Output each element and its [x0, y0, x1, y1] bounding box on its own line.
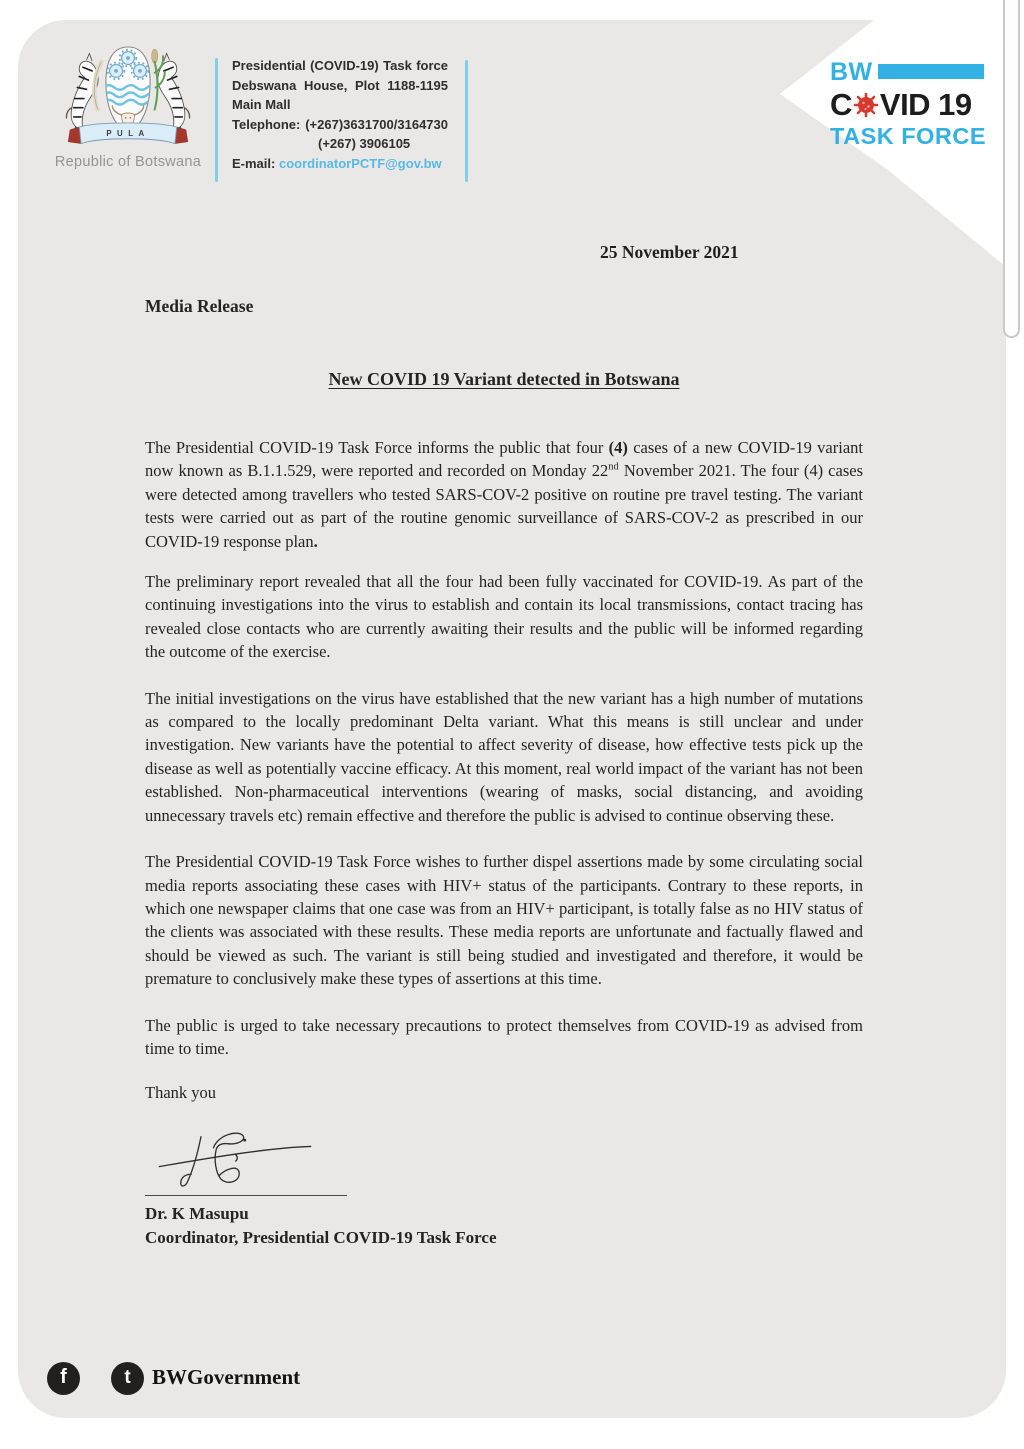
contact-address1: Debswana House, Plot 1188-1195: [232, 77, 448, 93]
logo-bw-text: BW: [830, 58, 873, 86]
signature-image: [155, 1127, 315, 1193]
email-label: E-mail:: [232, 155, 276, 171]
footer: [18, 1360, 1006, 1404]
logo-covid-vid19: VID 19: [879, 87, 972, 122]
logo-task-force-text: TASK FORCE: [830, 123, 987, 149]
signatory-name: Dr. K Masupu: [145, 1204, 249, 1224]
emblem-motto: PULA: [106, 129, 150, 139]
media-release-label: Media Release: [145, 296, 254, 316]
divider-bar-right: [465, 60, 468, 182]
email-link[interactable]: coordinatorPCTF@gov.bw: [278, 155, 442, 171]
closing-text: Thank you: [145, 1083, 217, 1103]
contact-email-row: [232, 154, 448, 174]
contact-phone1: Telephone: (+267)3631700/3164730: [232, 116, 448, 132]
coat-of-arms: [48, 34, 208, 170]
signatory-role: Coordinator, Presidential COVID-19 Task Force: [145, 1228, 497, 1248]
scrollbar-thumb[interactable]: [1003, 0, 1020, 338]
logo-covid-c: C: [830, 87, 852, 122]
emblem-caption: Republic of Botswana: [54, 154, 202, 170]
contact-block: [215, 56, 468, 184]
virus-icon: [853, 92, 879, 118]
contact-org: Presidential (COVID-19) Task force: [232, 58, 448, 73]
body-paragraph: The Presidential COVID-19 Task Force informs the public that four (4) cases of a new COVID-19 variant now known as B.1.1.529, were reported and recorded on Monday 22nd November 2021. The four (4) cases were detected among travellers who tested SARS-COV-2 positive on routine pre travel testing. The variant tests were carried out as part of the routine genomic surveillance of SARS-COV-2 as prescribed in our COVID-19 response plan.: [145, 438, 863, 551]
facebook-icon[interactable]: f: [47, 1362, 80, 1395]
letter-body: [145, 296, 863, 1250]
contact-address2: Main Mall: [232, 97, 291, 112]
task-force-logo: [830, 60, 992, 149]
divider-bar-left: [215, 58, 218, 182]
body-paragraph: The initial investigations on the virus have established that the new variant has a high number of mutations as compared to the locally predominant Delta variant. What this means is still unclear and under investigation. New variants have the potential to affect severity of disease, how effective tests pick up the disease as well as potentially vaccine efficacy. At this moment, real world impact of the variant has not been established. Non-pharmaceutical interventions (wearing of masks, social distancing, and avoiding unnecessary travels etc) remain effective and therefore the public is advised to continue observing these.: [145, 688, 863, 825]
body-paragraph: The public is urged to take necessary precautions to protect themselves from COVID-19 as advised from time to time.: [145, 1015, 863, 1058]
document-title: New COVID 19 Variant detected in Botswana: [328, 369, 680, 389]
social-handle: BWGovernment: [152, 1365, 301, 1389]
twitter-icon[interactable]: t: [111, 1362, 144, 1395]
botswana-coat-of-arms-icon: [59, 34, 197, 152]
document-page: [18, 20, 1006, 1418]
letter-date: 25 November 2021: [600, 242, 739, 262]
contact-phone2: (+267) 3906105: [318, 136, 411, 151]
body-paragraph: The preliminary report revealed that all the four had been fully vaccinated for COVID-19. As part of the continuing investigations into the virus to establish and contain its local transmissions, contact tracing has revealed close contacts who are currently awaiting their results and the public will be informed regarding the outcome of the exercise.: [145, 572, 863, 662]
signature-line: [145, 1195, 347, 1196]
body-paragraph: The Presidential COVID-19 Task Force wishes to further dispel assertions made by some circulating social media reports associating these cases with HIV+ status of the participants. Contrary to these reports, in which one newspaper claims that one case was from an HIV+ participant, is totally false as no HIV status of the clients was associated with these results. These media reports are unfortunate and factually flawed and should be viewed as such. The variant is still being studied and investigated and therefore, it would be premature to conclusively make these types of assertions at this time.: [145, 852, 863, 989]
logo-bar: [878, 64, 984, 79]
